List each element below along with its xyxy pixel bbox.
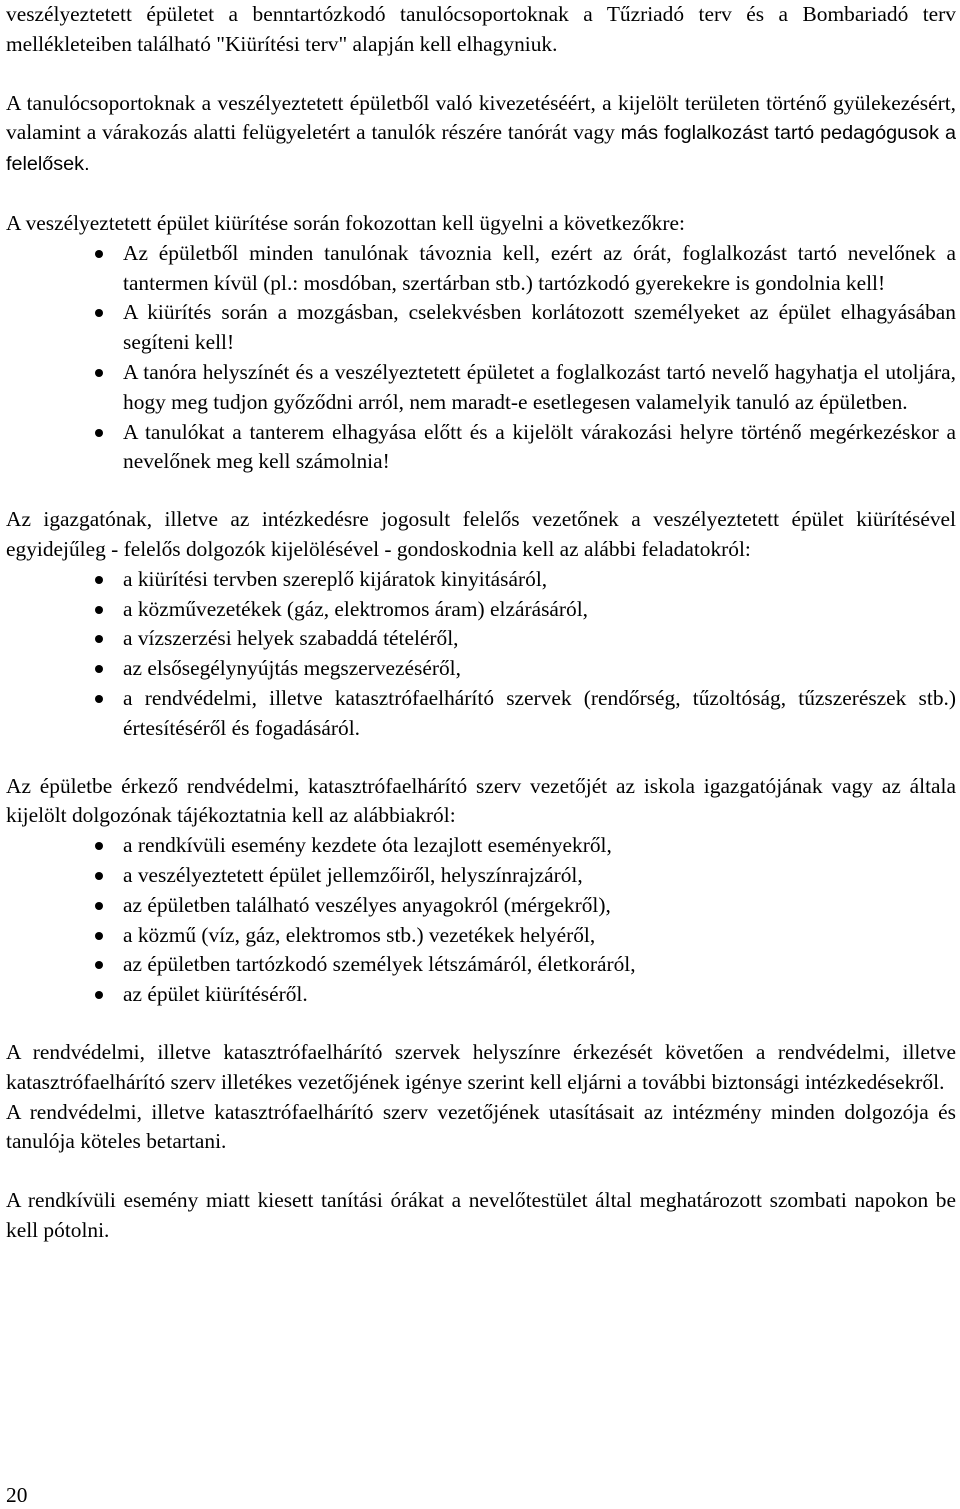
- list-item-text: A tanóra helyszínét és a veszélyeztetett épületet a foglalkozást tartó nevelő hagyhatja el utoljára, hogy meg tudjon győződni arról, nem maradt-e esetlegesen valamelyik tanuló az épületben.: [123, 359, 956, 414]
- list-item-text: a kiürítési tervben szereplő kijáratok kinyitásáról,: [123, 566, 548, 591]
- page-number: 20: [6, 1483, 28, 1507]
- list-item: [6, 565, 956, 595]
- list-item-text: az épületben található veszélyes anyagokról (mérgekről),: [123, 892, 611, 917]
- list-item-text: a vízszerzési helyek szabaddá tételéről,: [123, 626, 459, 651]
- bullet-icon: [95, 309, 103, 317]
- paragraph-director-duties: Az igazgatónak, illetve az intézkedésre jogosult felelős vezetőnek a veszélyeztetett épület kiürítésével egyidejűleg - felelős dolgozók kijelölésével - gondoskodnia kell az alábbi feladatokról:: [6, 507, 956, 561]
- list-item: [6, 921, 956, 951]
- list-item: [6, 861, 956, 891]
- bullet-icon: [95, 695, 103, 703]
- paragraph-responsibility-tail: más foglalkozást tartó pedagógusok a felelősek.: [6, 122, 956, 176]
- bullet-icon: [95, 576, 103, 584]
- paragraph-authority-arrival: A rendvédelmi, illetve katasztrófaelhárító szervek helyszínre érkezését követően a rendvédelmi, illetve katasztrófaelhárító szerv illetékes vezetőjének igénye szerint kell eljárni a további biztonsági intézkedésekről.: [6, 1039, 956, 1094]
- list-item: [6, 358, 956, 418]
- paragraph-briefing: Az épületbe érkező rendvédelmi, katasztrófaelhárító szerv vezetőjét az iskola igazgatójának vagy az általa kijelölt dolgozónak tájékoztatnia kell az alábbiakról:: [6, 773, 956, 828]
- bullet-icon: [95, 932, 103, 940]
- list-item-text: a rendvédelmi, illetve katasztrófaelhárító szervek (rendőrség, tűzoltóság, tűzszerészek stb.) értesítéséről és fogadásáról.: [123, 685, 956, 740]
- list-item: [6, 950, 956, 980]
- bullet-icon: [95, 635, 103, 643]
- list-item-text: az épületben tartózkodó személyek létszámáról, életkoráról,: [123, 952, 636, 977]
- list-item-text: A tanulókat a tanterem elhagyása előtt és a kijelölt várakozási helyre történő megérkezéskor a nevelőnek meg kell számolnia!: [123, 419, 956, 474]
- list-item: [6, 239, 956, 299]
- paragraph-responsibility-main: A tanulócsoportoknak a veszélyeztetett épületből való kivezetéséért, a kijelölt területen történő gyülekezésért, valamint a várakozás alatti felügyeletért a tanulók részére tanórát vagy: [6, 90, 956, 145]
- paragraph-evacuation-intro: A veszélyeztetett épület kiürítése során fokozottan kell ügyelni a következőkre:: [6, 210, 685, 235]
- bullet-icon: [95, 250, 103, 258]
- bullet-icon: [95, 369, 103, 377]
- list-item: [6, 891, 956, 921]
- list-item-text: az elsősegélynyújtás megszervezéséről,: [123, 656, 461, 681]
- list-item-text: a közművezetékek (gáz, elektromos áram) elzárásáról,: [123, 596, 588, 621]
- list-item-text: a közmű (víz, gáz, elektromos stb.) vezetékek helyéről,: [123, 922, 596, 947]
- list-item: [6, 654, 956, 684]
- list-item: [6, 980, 956, 1010]
- list-item: [6, 418, 956, 478]
- bullet-icon: [95, 842, 103, 850]
- bullet-icon: [95, 606, 103, 614]
- paragraph-responsibility: [6, 89, 956, 180]
- bullet-icon: [95, 961, 103, 969]
- list-item-text: a rendkívüli esemény kezdete óta lezajlott eseményekről,: [123, 833, 612, 858]
- bullet-icon: [95, 991, 103, 999]
- bullet-icon: [95, 429, 103, 437]
- list-item: [6, 595, 956, 625]
- list-item-text: a veszélyeztetett épület jellemzőiről, helyszínrajzáról,: [123, 862, 583, 887]
- bullet-icon: [95, 872, 103, 880]
- paragraph-authority-instructions: A rendvédelmi, illetve katasztrófaelhárító szerv vezetőjének utasításait az intézmény minden dolgozója és tanulója köteles betartani.: [6, 1099, 956, 1154]
- paragraph-makeup-lessons: A rendkívüli esemény miatt kiesett tanítási órákat a nevelőtestület által meghatározott szombati napokon be kell pótolni.: [6, 1188, 956, 1242]
- list-briefing-topics: [6, 831, 956, 1010]
- list-item: [6, 684, 956, 744]
- list-item-text: A kiürítés során a mozgásban, cselekvésben korlátozott személyeket az épület elhagyásában segíteni kell!: [123, 300, 956, 355]
- document-page: [6, 0, 956, 1246]
- bullet-icon: [95, 902, 103, 910]
- list-item-text: Az épületből minden tanulónak távoznia kell, ezért az órát, foglalkozást tartó nevelőnek a tantermen kívül (pl.: mosdóban, szertárban stb.) tartózkodó gyerekekre is gondolnia kell!: [123, 240, 956, 295]
- list-item: [6, 624, 956, 654]
- list-director-tasks: [6, 565, 956, 744]
- paragraph-evacuation-plan: veszélyeztetett épületet a benntartózkodó tanulócsoportoknak a Tűzriadó terv és a Bombariadó terv mellékleteiben található "Kiürítési terv" alapján kell elhagyniuk.: [6, 2, 956, 56]
- list-item: [6, 831, 956, 861]
- bullet-icon: [95, 665, 103, 673]
- list-item: [6, 298, 956, 358]
- list-item-text: az épület kiürítéséről.: [123, 982, 308, 1007]
- list-evacuation-rules: [6, 239, 956, 477]
